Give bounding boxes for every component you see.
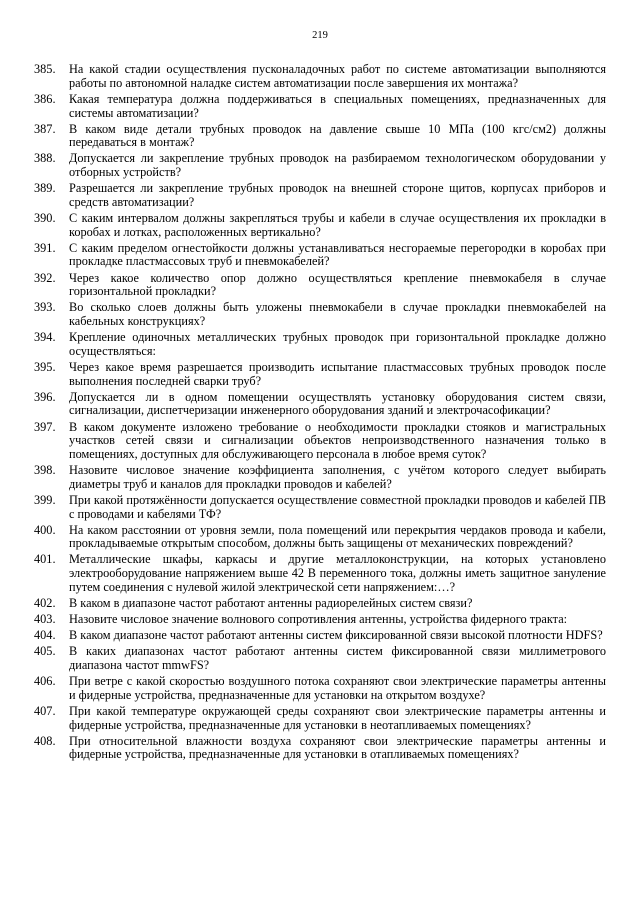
question-text: Допускается ли закрепление трубных проводок на разбираемом технологическом оборудовании у отборных устройств? [69, 151, 606, 180]
question-number: 389. [34, 181, 56, 196]
question-item [34, 613, 606, 627]
question-text: В каких диапазонах частот работают антенны систем фиксированной связи миллиметрового диапазона частот mmwFS? [69, 644, 606, 672]
question-item [34, 331, 606, 358]
question-text: Назовите числовое значение волнового сопротивления антенны, устройства фидерного тракта: [69, 612, 568, 627]
question-text: Разрешается ли закрепление трубных проводок на внешней стороне щитов, корпусах приборов и средств автоматизации? [69, 181, 606, 209]
question-number: 406. [34, 674, 56, 689]
question-number: 398. [34, 463, 56, 478]
question-item [34, 301, 606, 328]
question-number: 396. [34, 389, 56, 404]
question-number: 405. [34, 644, 56, 659]
question-item [34, 182, 606, 209]
question-text: Через какое время разрешается производить испытание пластмассовых трубных проводок после выполнения последней сварки труб? [69, 359, 606, 388]
question-text: При относительной влажности воздуха сохраняют свои электрические параметры антенны и фидерные устройства, предназначенные для установки в отапливаемых помещениях? [69, 733, 606, 762]
question-item [34, 464, 606, 491]
question-item [34, 63, 606, 90]
question-number: 404. [34, 628, 56, 643]
question-number: 388. [34, 151, 56, 166]
question-text: При какой протяжённости допускается осуществление совместной прокладки проводов и кабелей ПВ с проводами и кабелями ТФ? [69, 492, 606, 521]
question-item [34, 645, 606, 672]
question-number: 392. [34, 270, 56, 285]
question-text: В каком диапазоне частот работают антенны систем фиксированной связи высокой плотности HDFS? [69, 628, 603, 643]
question-number: 387. [34, 121, 56, 136]
question-text: Допускается ли в одном помещении осуществлять установку оборудования систем связи, сигнализации, диспетчеризации инженерного оборудования зданий и электрочасофикации? [69, 389, 606, 418]
question-text: В каком виде детали трубных проводок на давление свыше 10 МПа (100 кгс/см2) должны передаваться в монтаж? [69, 121, 606, 150]
question-item [34, 553, 606, 594]
question-item [34, 675, 606, 702]
question-number: 403. [34, 612, 56, 627]
question-number: 400. [34, 522, 56, 537]
question-number: 385. [34, 62, 56, 76]
question-item [34, 123, 606, 150]
question-item [34, 705, 606, 732]
question-number: 408. [34, 733, 56, 748]
question-number: 399. [34, 492, 56, 507]
question-number: 386. [34, 91, 56, 106]
question-text: С каким интервалом должны закрепляться трубы и кабели в случае осуществления их прокладки в коробах и лотках, расположенных вертикально? [69, 210, 606, 239]
question-list [34, 63, 606, 764]
question-item [34, 93, 606, 120]
question-text: Во сколько слоев должны быть уложены пневмокабели в случае прокладки пневмокабелей на кабельных конструкциях? [69, 300, 606, 329]
question-number: 393. [34, 300, 56, 315]
question-item [34, 212, 606, 239]
question-item [34, 735, 606, 762]
question-text: В каком документе изложено требование о необходимости прокладки стояков и магистральных участков сетей связи и сигнализации объектов непроизводственного назначения только в помещениях, доступных для обслуживающего персонала в любое время суток? [69, 419, 606, 461]
page-number: 219 [312, 30, 328, 41]
question-number: 395. [34, 359, 56, 374]
question-item [34, 629, 606, 643]
question-text: Металлические шкафы, каркасы и другие металлоконструкции, на которых установлено электрооборудование напряжением выше 42 В переменного тока, должны иметь защитное зануление путем соединения с нулевой жилой электрической сети напряжением:…? [69, 552, 606, 594]
question-text: Крепление одиночных металлических трубных проводок при горизонтальной прокладке должно осуществляться: [69, 330, 606, 358]
question-number: 390. [34, 210, 56, 225]
question-item [34, 242, 606, 269]
question-item [34, 597, 606, 611]
question-item [34, 152, 606, 179]
question-number: 391. [34, 240, 56, 255]
question-text: Через какое количество опор должно осуществляться крепление пневмокабеля в случае горизонтальной прокладки? [69, 270, 606, 299]
question-text: С каким пределом огнестойкости должны устанавливаться несгораемые перегородки в коробах при прокладке пластмассовых труб и пневмокабелей? [69, 240, 606, 269]
question-number: 402. [34, 595, 56, 610]
question-item [34, 272, 606, 299]
question-number: 407. [34, 703, 56, 718]
question-number: 397. [34, 419, 56, 434]
question-text: Какая температура должна поддерживаться в специальных помещениях, предназначенных для системы автоматизации? [69, 91, 606, 120]
question-text: Назовите числовое значение коэффициента заполнения, с учётом которого следует выбирать диаметры труб и каналов для прокладки проводов и кабелей? [69, 463, 606, 491]
question-item [34, 391, 606, 418]
question-number: 401. [34, 552, 56, 567]
question-number: 394. [34, 330, 56, 345]
question-item [34, 494, 606, 521]
question-text: При ветре с какой скоростью воздушного потока сохраняют свои электрические параметры антенны и фидерные устройства, предназначенные для установки на открытом воздухе? [69, 674, 606, 702]
question-item [34, 421, 606, 462]
question-text: На каком расстоянии от уровня земли, пола помещений или перекрытия чердаков провода и кабели, прокладываемые открытым способом, должны быть защищены от механических повреждений? [69, 522, 606, 551]
question-item [34, 524, 606, 551]
question-item [34, 361, 606, 388]
question-text: При какой температуре окружающей среды сохраняют свои электрические параметры антенны и фидерные устройства, предназначенные для установки в неотапливаемых помещениях? [69, 703, 606, 732]
question-text: В каком в диапазоне частот работают антенны радиорелейных систем связи? [69, 595, 473, 610]
question-text: На какой стадии осуществления пусконаладочных работ по системе автоматизации выполняются работы по автономной наладке систем автоматизации после завершения их монтажа? [69, 62, 606, 90]
